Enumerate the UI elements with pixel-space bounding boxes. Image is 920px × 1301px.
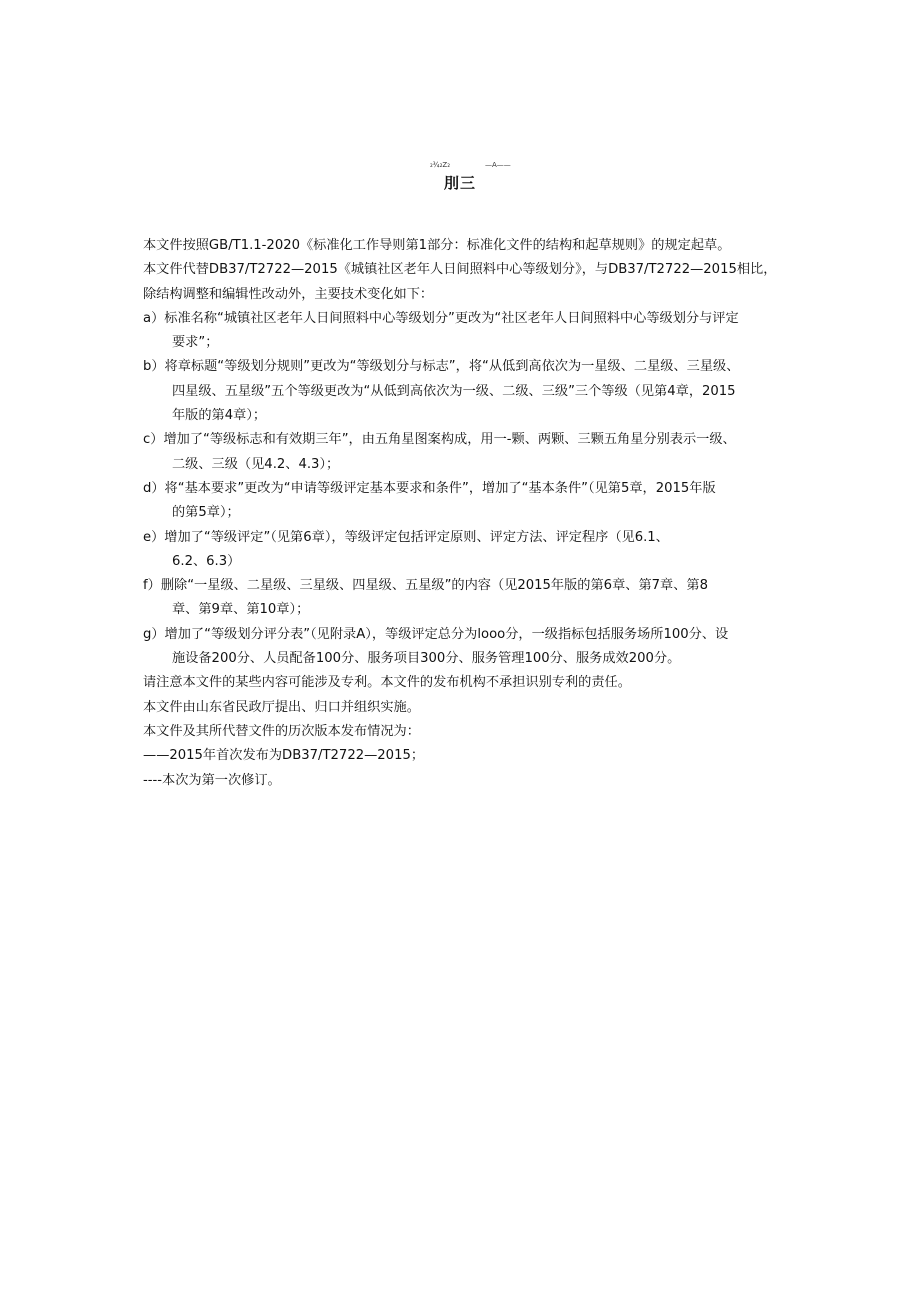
- paragraph-line: ----本次为第一次修订。: [143, 772, 281, 788]
- paragraph-line: 除结构调整和编辑性改动外，主要技术变化如下：: [143, 286, 434, 302]
- list-item-continuation: 年版的第4章）；: [172, 408, 267, 424]
- foreword-body: [0, 234, 920, 793]
- page-title: 刖三: [443, 174, 476, 192]
- list-item: g）增加了“等级划分评分表”（见附录A），等级评定总分为looo分，一级指标包括服务场所100分、设: [143, 626, 729, 642]
- list-item-continuation: 施设备200分、人员配备100分、服务项目300分、服务管理100分、服务成效200分。: [172, 651, 681, 667]
- paragraph-line: 本文件代替DB37/T2722—2015《城镇社区老年人日间照料中心等级划分》，与DB37/T2722—2015相比，: [143, 262, 777, 278]
- list-item-continuation: 四星级、五星级”五个等级更改为“从低到高依次为一级、二级、三级”三个等级（见第4章，2015: [172, 383, 736, 399]
- list-item-continuation: 6.2、6.3）: [172, 553, 241, 569]
- paragraph-line: ——2015年首次发布为DB37/T2722—2015；: [143, 748, 425, 764]
- list-item-continuation: 的第5章）；: [172, 505, 240, 521]
- paragraph-line: 本文件及其所代替文件的历次版本发布情况为：: [143, 723, 420, 739]
- paragraph-line: 请注意本文件的某些内容可能涉及专利。本文件的发布机构不承担识别专利的责任。: [143, 675, 631, 691]
- list-item: d）将“基本要求”更改为“申请等级评定基本要求和条件”，增加了“基本条件”（见第5章，2015年版: [143, 480, 716, 496]
- list-item: e）增加了“等级评定”（见第6章），等级评定包括评定原则、评定方法、评定程序（见6.1、: [143, 529, 669, 545]
- scan-artifact: [430, 160, 540, 170]
- scan-mark-right: —A——: [485, 161, 511, 169]
- list-item: c）增加了“等级标志和有效期三年”，由五角星图案构成，用一-颗、两颗、三颗五角星分别表示一级、: [143, 432, 736, 448]
- list-item: b）将章标题“等级划分规则”更改为“等级划分与标志”，将“从低到高依次为一星级、二星级、三星级、: [143, 359, 740, 375]
- list-item: a）标准名称“城镇社区老年人日间照料中心等级划分”更改为“社区老年人日间照料中心等级划分与评定: [143, 310, 739, 326]
- list-item-continuation: 二级、三级（见4.2、4.3）；: [172, 456, 340, 472]
- paragraph-line: 本文件由山东省民政厅提出、归口并组织实施。: [143, 699, 420, 715]
- list-item: f）删除“一星级、二星级、三星级、四星级、五星级”的内容（见2015年版的第6章、第7章、第8: [143, 578, 708, 594]
- list-item-continuation: 章、第9章、第10章）；: [172, 602, 310, 618]
- paragraph-line: 本文件按照GB/T1.1-2020《标准化工作导则第1部分：标准化文件的结构和起草规则》的规定起草。: [143, 238, 731, 253]
- list-item-continuation: 要求”；: [172, 335, 219, 351]
- scan-mark-left: ₂¾₂Z₂: [430, 161, 450, 169]
